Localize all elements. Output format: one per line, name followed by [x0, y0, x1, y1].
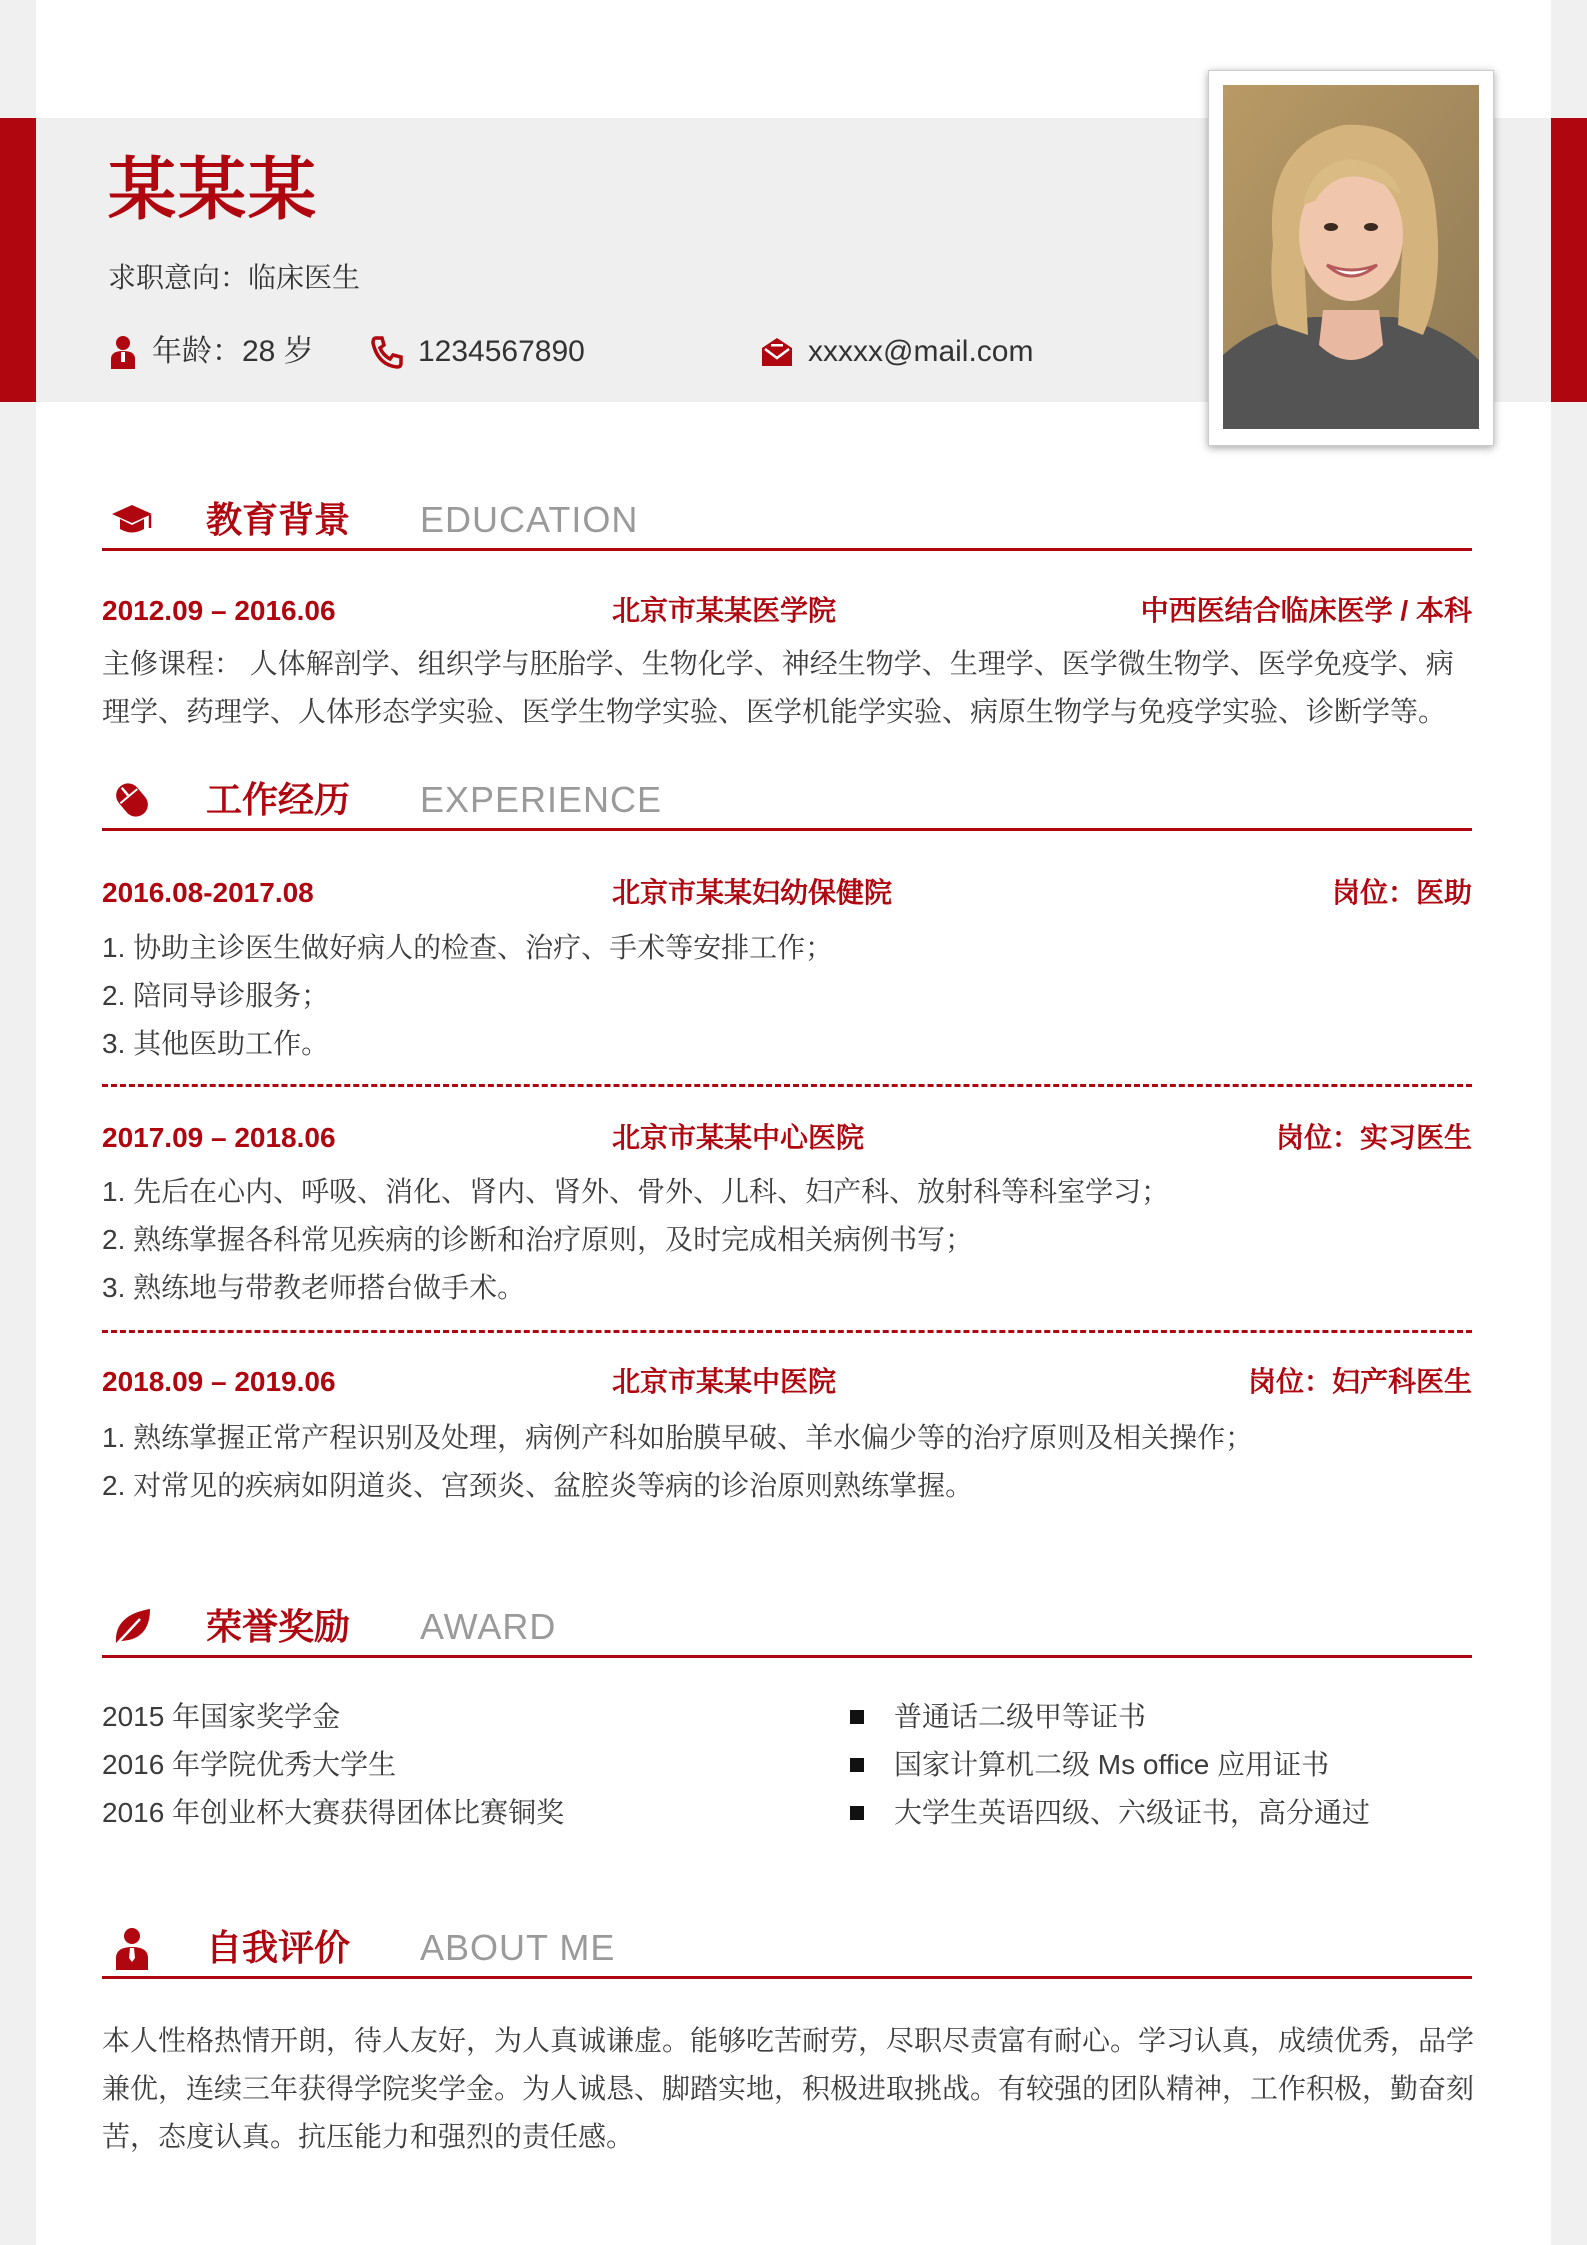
job-org: 北京市某某妇幼保健院	[612, 877, 893, 908]
section-title-en: AWARD	[420, 1606, 557, 1647]
graduation-cap-icon	[110, 498, 154, 542]
contact-age	[108, 332, 314, 372]
education-school: 北京市某某医学院	[612, 595, 837, 626]
about-line-1: 本人性格热情开朗，待人友好，为人真诚谦虚。能够吃苦耐劳，尽职尽责富有耐心。学习认真，成绩优秀，品学	[102, 2025, 1475, 2056]
job-duty: 1. 先后在心内、呼吸、消化、肾内、肾外、骨外、儿科、妇产科、放射科等科室学习；	[102, 1176, 1170, 1207]
education-row	[102, 591, 1472, 631]
square-bullet-icon	[850, 1710, 864, 1724]
section-title-cn: 教育背景	[206, 499, 351, 540]
cert-item	[850, 1697, 1146, 1737]
mouse-icon	[110, 778, 154, 822]
section-title-cn: 荣誉奖励	[206, 1606, 351, 1647]
age-text: 年龄：28 岁	[152, 335, 314, 368]
job-duty: 2. 对常见的疾病如阴道炎、宫颈炎、盆腔炎等病的诊治原则熟练掌握。	[102, 1470, 974, 1501]
contact-phone	[370, 332, 585, 372]
job-intent: 求职意向：临床医生	[108, 262, 361, 293]
award-item: 2015 年国家奖学金	[102, 1701, 341, 1732]
job-duty: 2. 陪同导诊服务；	[102, 980, 330, 1011]
cert-text: 大学生英语四级、六级证书，高分通过	[894, 1797, 1371, 1828]
section-award-header	[102, 1599, 1472, 1658]
section-experience-header	[102, 772, 1472, 831]
photo-frame	[1208, 70, 1494, 446]
job-date: 2017.09 – 2018.06	[102, 1122, 336, 1153]
candidate-name: 某某某	[108, 152, 319, 228]
job-duty: 3. 熟练地与带教老师搭台做手术。	[102, 1272, 526, 1303]
about-line-3: 苦，态度认真。抗压能力和强烈的责任感。	[102, 2121, 635, 2152]
job-row	[102, 1118, 1472, 1158]
section-title-en: EDUCATION	[420, 499, 639, 540]
job-row	[102, 873, 1472, 913]
person-icon	[108, 335, 138, 369]
job-duty: 3. 其他医助工作。	[102, 1028, 330, 1059]
accent-bar-left	[0, 118, 36, 402]
section-title-en: EXPERIENCE	[420, 779, 663, 820]
job-org: 北京市某某中心医院	[612, 1122, 865, 1153]
leaf-icon	[110, 1605, 154, 1649]
cert-item	[850, 1793, 1370, 1833]
cert-text: 国家计算机二级 Ms office 应用证书	[894, 1749, 1330, 1780]
job-row	[102, 1362, 1472, 1402]
contact-email	[760, 332, 1033, 372]
education-date: 2012.09 – 2016.06	[102, 595, 336, 626]
cert-text: 普通话二级甲等证书	[894, 1701, 1147, 1732]
section-title-cn: 自我评价	[206, 1927, 351, 1968]
job-role: 岗位：医助	[1331, 877, 1472, 908]
section-about-header	[102, 1920, 1472, 1979]
person-tie-icon	[110, 1926, 154, 1970]
job-duty: 1. 协助主诊医生做好病人的检查、治疗、手术等安排工作；	[102, 932, 834, 963]
education-courses-line-2: 理学、药理学、人体形态学实验、医学生物学实验、医学机能学实验、病原生物学与免疫学实验、诊断学等。	[102, 696, 1447, 727]
award-item: 2016 年创业杯大赛获得团体比赛铜奖	[102, 1797, 565, 1828]
job-role: 岗位：妇产科医生	[1247, 1366, 1472, 1397]
dashed-divider	[102, 1330, 1472, 1333]
cert-item	[850, 1745, 1329, 1785]
phone-text: 1234567890	[418, 335, 585, 368]
mail-icon	[760, 336, 794, 368]
job-date: 2016.08-2017.08	[102, 877, 314, 908]
education-major: 中西医结合临床医学 / 本科	[1140, 595, 1472, 626]
phone-icon	[370, 335, 404, 369]
accent-bar-right	[1551, 118, 1587, 402]
section-title-cn: 工作经历	[206, 779, 351, 820]
job-date: 2018.09 – 2019.06	[102, 1366, 336, 1397]
section-education-header	[102, 492, 1472, 551]
job-duty: 2. 熟练掌握各科常见疾病的诊断和治疗原则，及时完成相关病例书写；	[102, 1224, 974, 1255]
square-bullet-icon	[850, 1806, 864, 1820]
job-role: 岗位：实习医生	[1275, 1122, 1472, 1153]
about-line-2: 兼优，连续三年获得学院奖学金。为人诚恳、脚踏实地，积极进取挑战。有较强的团队精神，工作积极，勤奋刻	[102, 2073, 1475, 2104]
job-org: 北京市某某中医院	[612, 1366, 837, 1397]
profile-photo	[1223, 85, 1479, 429]
award-item: 2016 年学院优秀大学生	[102, 1749, 397, 1780]
section-title-en: ABOUT ME	[420, 1927, 616, 1968]
dashed-divider	[102, 1084, 1472, 1087]
education-courses-line-1: 主修课程： 人体解剖学、组织学与胚胎学、生物化学、神经生物学、生理学、医学微生物学、医学免疫学、病	[102, 648, 1454, 679]
square-bullet-icon	[850, 1758, 864, 1772]
job-duty: 1. 熟练掌握正常产程识别及处理，病例产科如胎膜早破、羊水偏少等的治疗原则及相关操作；	[102, 1422, 1254, 1453]
email-text: xxxxx@mail.com	[808, 335, 1034, 368]
